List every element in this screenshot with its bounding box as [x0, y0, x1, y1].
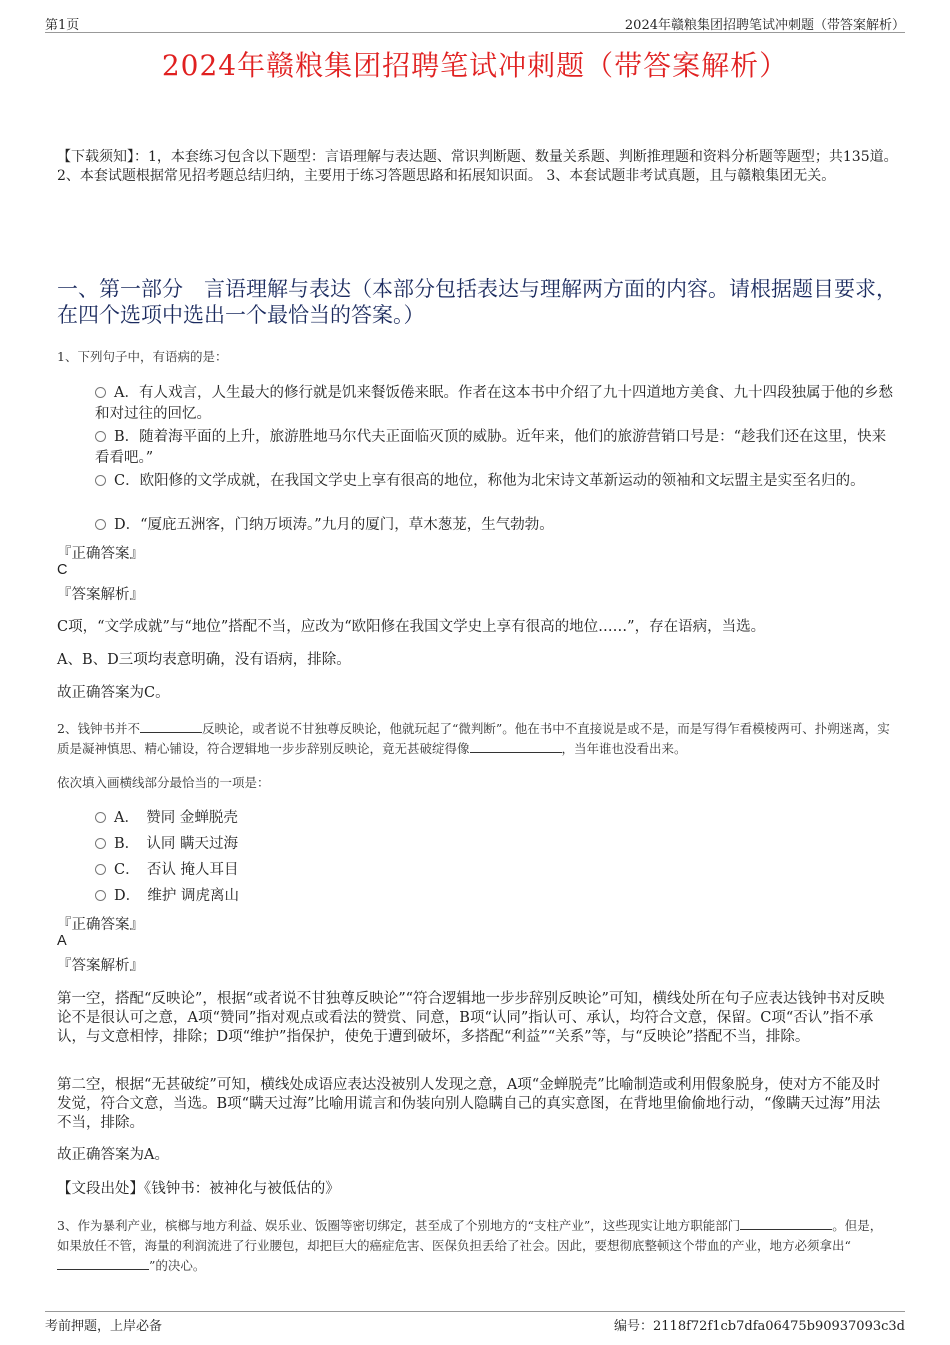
option-text: D．“厦庇五洲客，门纳万顷涛。”九月的厦门，草木葱茏，生气勃勃。 [114, 517, 554, 533]
radio-button[interactable] [95, 475, 106, 486]
q2-stem-part-2: 反映论，或者说不甘独尊反映论，他就玩起了“微判断”。他在书中不直接说是或不是，而是写得乍看模棱两可、扑朔迷离，实质是凝神慎思、精心铺设，符合逻辑地一步步辞别反映论，竟无甚破绽得像 [57, 721, 890, 756]
page-header [45, 14, 905, 33]
option-text: B． 认同 瞒天过海 [114, 836, 239, 852]
fill-blank-1 [140, 732, 202, 733]
q2-option-d[interactable] [95, 886, 895, 907]
q3-stem [57, 1216, 892, 1276]
header-doc-title: 2024年赣粮集团招聘笔试冲刺题（带答案解析） [624, 18, 905, 33]
q1-stem: 1、下列句子中，有语病的是： [57, 349, 228, 364]
q2-analysis-3: 故正确答案为A。 [57, 1147, 169, 1163]
q3-stem-part-1: 3、作为暴利产业，槟榔与地方利益、娱乐业、饭圈等密切绑定，甚至成了个别地方的“支柱产业”，这些现实让地方职能部门 [57, 1218, 741, 1233]
q2-option-a[interactable] [95, 808, 895, 829]
q1-answer: C [57, 562, 68, 578]
q1-option-a[interactable] [95, 383, 895, 425]
q2-option-b[interactable] [95, 834, 895, 855]
q1-analysis-label: 『答案解析』 [57, 587, 144, 603]
page-title: 2024年赣粮集团招聘笔试冲刺题（带答案解析） [161, 49, 789, 82]
page-number: 第1页 [45, 18, 80, 33]
radio-button[interactable] [95, 431, 106, 442]
download-notice: 【下载须知】：1，本套练习包含以下题型：言语理解与表达题、常识判断题、数量关系题、判断推理题和资料分析题等题型；共135道。 2、本套试题根据常见招考题总结归纳，主要用于练习答题思路和拓展知识面。 3、本套试题非考试真题，且与赣粮集团无关。 [57, 149, 898, 184]
q1-answer-label: 『正确答案』 [57, 546, 144, 562]
radio-button[interactable] [95, 387, 106, 398]
radio-button[interactable] [95, 519, 106, 530]
q1-option-d[interactable] [95, 515, 895, 536]
q2-stem-part-1: 2、钱钟书并不 [57, 721, 140, 736]
fill-blank-2 [57, 1269, 149, 1270]
option-text: C． 否认 掩人耳目 [114, 862, 239, 878]
q1-analysis-2: A、B、D三项均表意明确，没有语病，排除。 [57, 652, 351, 668]
q1-analysis-1: C项，“文学成就”与“地位”搭配不当，应改为“欧阳修在我国文学史上享有很高的地位……”，存在语病，当选。 [57, 619, 766, 635]
q2-option-c[interactable] [95, 860, 895, 881]
q2-answer: A [57, 933, 67, 949]
q3-stem-part-2: 。但是，如果放任不管，海量的利润流进了行业腰包，却把巨大的癌症危害、医保负担丢给了社会。因此，要想彻底整顿这个带血的产业，地方必须拿出“ [57, 1218, 883, 1253]
option-text: B．随着海平面的上升，旅游胜地马尔代夫正面临灭顶的威胁。近年来，他们的旅游营销口号是：“趁我们还在这里，快来看看吧。” [95, 429, 887, 466]
option-text: A． 赞同 金蝉脱壳 [114, 810, 238, 826]
q2-stem-part-3: ，当年谁也没看出来。 [561, 741, 687, 756]
option-text: C．欧阳修的文学成就，在我国文学史上享有很高的地位，称他为北宋诗文革新运动的领袖和文坛盟主是实至名归的。 [114, 473, 865, 489]
q2-answer-label: 『正确答案』 [57, 917, 144, 933]
radio-button[interactable] [95, 864, 106, 875]
q3-stem-part-3: ”的决心。 [149, 1258, 206, 1273]
q1-option-b[interactable] [95, 427, 895, 469]
fill-blank-2 [470, 752, 562, 753]
radio-button[interactable] [95, 812, 106, 823]
q2-source: 【文段出处】《钱钟书：被神化与被低估的》 [57, 1181, 340, 1197]
q1-option-c[interactable] [95, 471, 895, 492]
q2-stem [57, 719, 892, 759]
footer-doc-id: 编号：2118f72f1cb7dfa06475b90937093c3d [614, 1319, 905, 1334]
q2-prompt: 依次填入画横线部分最恰当的一项是： [57, 775, 270, 790]
q2-analysis-1: 第一空，搭配“反映论”，根据“或者说不甘独尊反映论”“符合逻辑地一步步辞别反映论”可知，横线处所在句子应表达钱钟书对反映论不是很认可之意，A项“赞同”指对观点或看法的赞赏、同意，B项“认同”指认可、承认，均符合文意，保留。C项“否认”指不承认，与文意相悖，排除；D项“维护”指保护，使免于遭到破坏，多搭配“利益”“关系”等，与“反映论”搭配不当，排除。 [57, 991, 885, 1045]
page-footer [45, 1311, 905, 1334]
q2-analysis-label: 『答案解析』 [57, 958, 144, 974]
q1-analysis-3: 故正确答案为C。 [57, 685, 170, 701]
option-text: D． 维护 调虎离山 [114, 888, 239, 904]
footer-slogan: 考前押题，上岸必备 [45, 1319, 163, 1334]
q2-analysis-2: 第二空，根据“无甚破绽”可知，横线处成语应表达没被别人发现之意，A项“金蝉脱壳”比喻制造或利用假象脱身，使对方不能及时发觉，符合文意，当选。B项“瞒天过海”比喻用谎言和伪装向别人隐瞒自己的真实意图，在背地里偷偷地行动，“像瞒天过海”用法不当，排除。 [57, 1077, 881, 1131]
option-text: A．有人戏言，人生最大的修行就是饥来餐饭倦来眠。作者在这本书中介绍了九十四道地方美食、九十四段独属于他的乡愁和对过往的回忆。 [95, 385, 893, 422]
radio-button[interactable] [95, 838, 106, 849]
section-heading: 一、第一部分 言语理解与表达（本部分包括表达与理解两方面的内容。请根据题目要求，在四个选项中选出一个最恰当的答案。） [57, 277, 897, 327]
fill-blank-1 [740, 1229, 832, 1230]
radio-button[interactable] [95, 890, 106, 901]
